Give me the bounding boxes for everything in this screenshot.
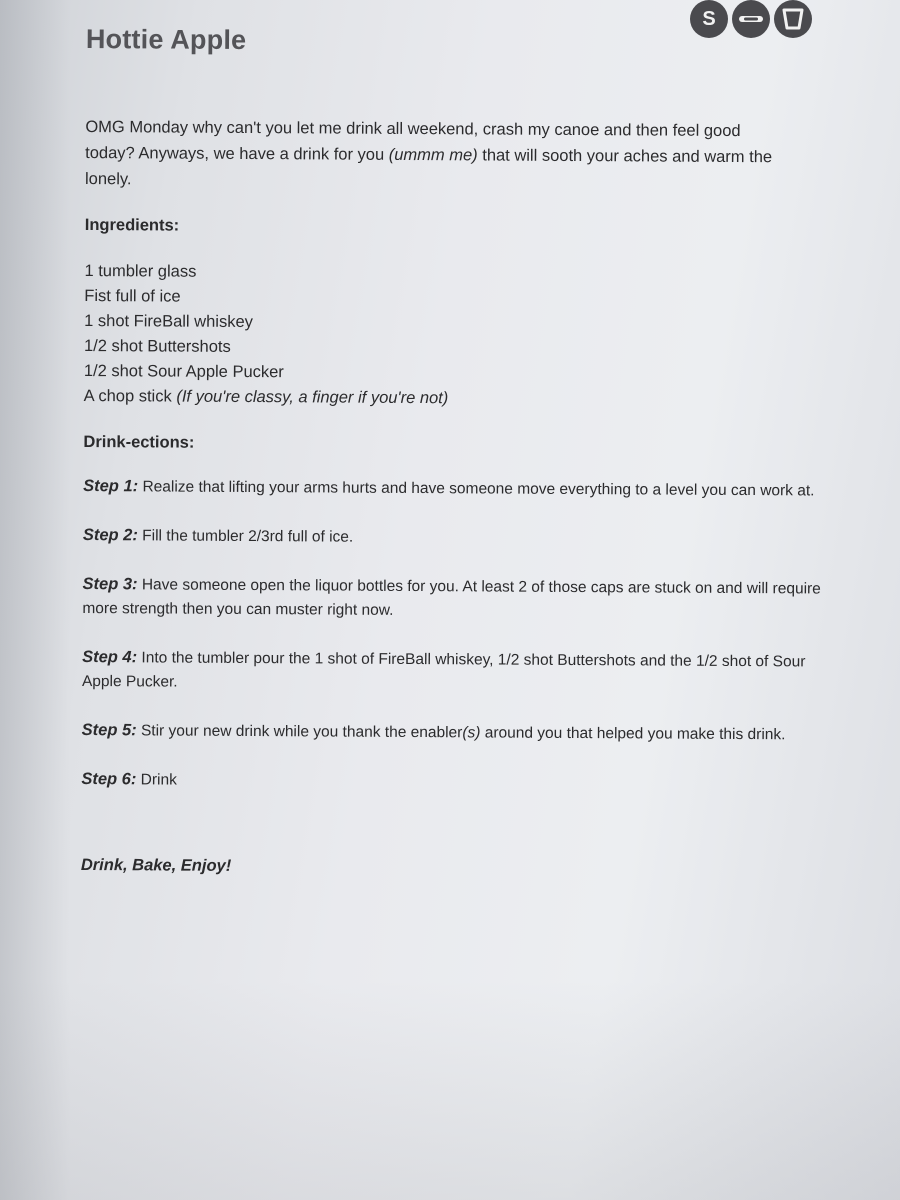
ingredient-item: A chop stick (If you're classy, a finger if you're not) xyxy=(83,386,449,408)
ingredients-list xyxy=(84,259,845,414)
step-label: Step 1: xyxy=(83,476,139,496)
step-em: (s) xyxy=(462,724,481,742)
page-shadow-left xyxy=(0,0,70,1200)
step-label: Step 6: xyxy=(81,769,137,789)
step-text: Realize that lifting your arms hurts and have someone move everything to a level you can work at. xyxy=(138,478,815,500)
step-item xyxy=(82,645,822,699)
step-text: Fill the tumbler 2/3rd full of ice. xyxy=(137,527,354,546)
step-item xyxy=(82,718,822,748)
directions-heading: Drink-ections: xyxy=(83,432,195,452)
step-text: Have someone open the liquor bottles for you. At least 2 of those caps are stuck on and will require more strength then you can muster right now. xyxy=(82,576,821,619)
ingredients-heading: Ingredients: xyxy=(84,215,180,235)
s-circle-icon: S xyxy=(690,0,728,38)
step-item xyxy=(83,523,823,553)
recipe-content xyxy=(81,22,846,880)
step-text: Drink xyxy=(136,771,177,789)
intro-paragraph xyxy=(85,114,785,196)
ingredient-item: 1/2 shot Sour Apple Pucker xyxy=(83,361,284,382)
step-label: Step 3: xyxy=(82,574,138,594)
spoon-icon xyxy=(738,12,764,26)
step-label: Step 2: xyxy=(82,525,138,545)
ingredient-item: Fist full of ice xyxy=(84,286,181,306)
ingredient-item: 1 shot FireBall whiskey xyxy=(84,311,253,332)
ingredient-item: 1/2 shot Buttershots xyxy=(83,336,231,356)
ingredient-item: 1 tumbler glass xyxy=(84,261,197,281)
ingredient-note: (If you're classy, a finger if you're not) xyxy=(176,387,449,408)
step-text: Stir your new drink while you thank the enabler xyxy=(136,722,463,742)
intro-text-end: that will sooth your aches and warm the lonely. xyxy=(84,146,773,189)
step-item xyxy=(83,474,823,504)
page-shadow-bottom xyxy=(0,980,900,1200)
steps-list xyxy=(81,474,843,797)
step-label: Step 5: xyxy=(81,720,137,740)
step-item xyxy=(81,767,821,797)
intro-text: OMG Monday why can't you let me drink all weekend, crash my canoe and then feel good today? Anyways, we have a drink for you xyxy=(85,117,741,164)
intro-aside: (ummm me) xyxy=(388,145,478,165)
step-text: Into the tumbler pour the 1 shot of FireBall whiskey, 1/2 shot Buttershots and the 1/2 shot of Sour Apple Pucker. xyxy=(81,649,806,691)
page-title: Hottie Apple xyxy=(85,23,247,55)
signoff: Drink, Bake, Enjoy! xyxy=(80,855,232,875)
step-label: Step 4: xyxy=(82,647,138,667)
step-item xyxy=(82,572,822,626)
step-text-end: around you that helped you make this drink. xyxy=(480,724,786,744)
